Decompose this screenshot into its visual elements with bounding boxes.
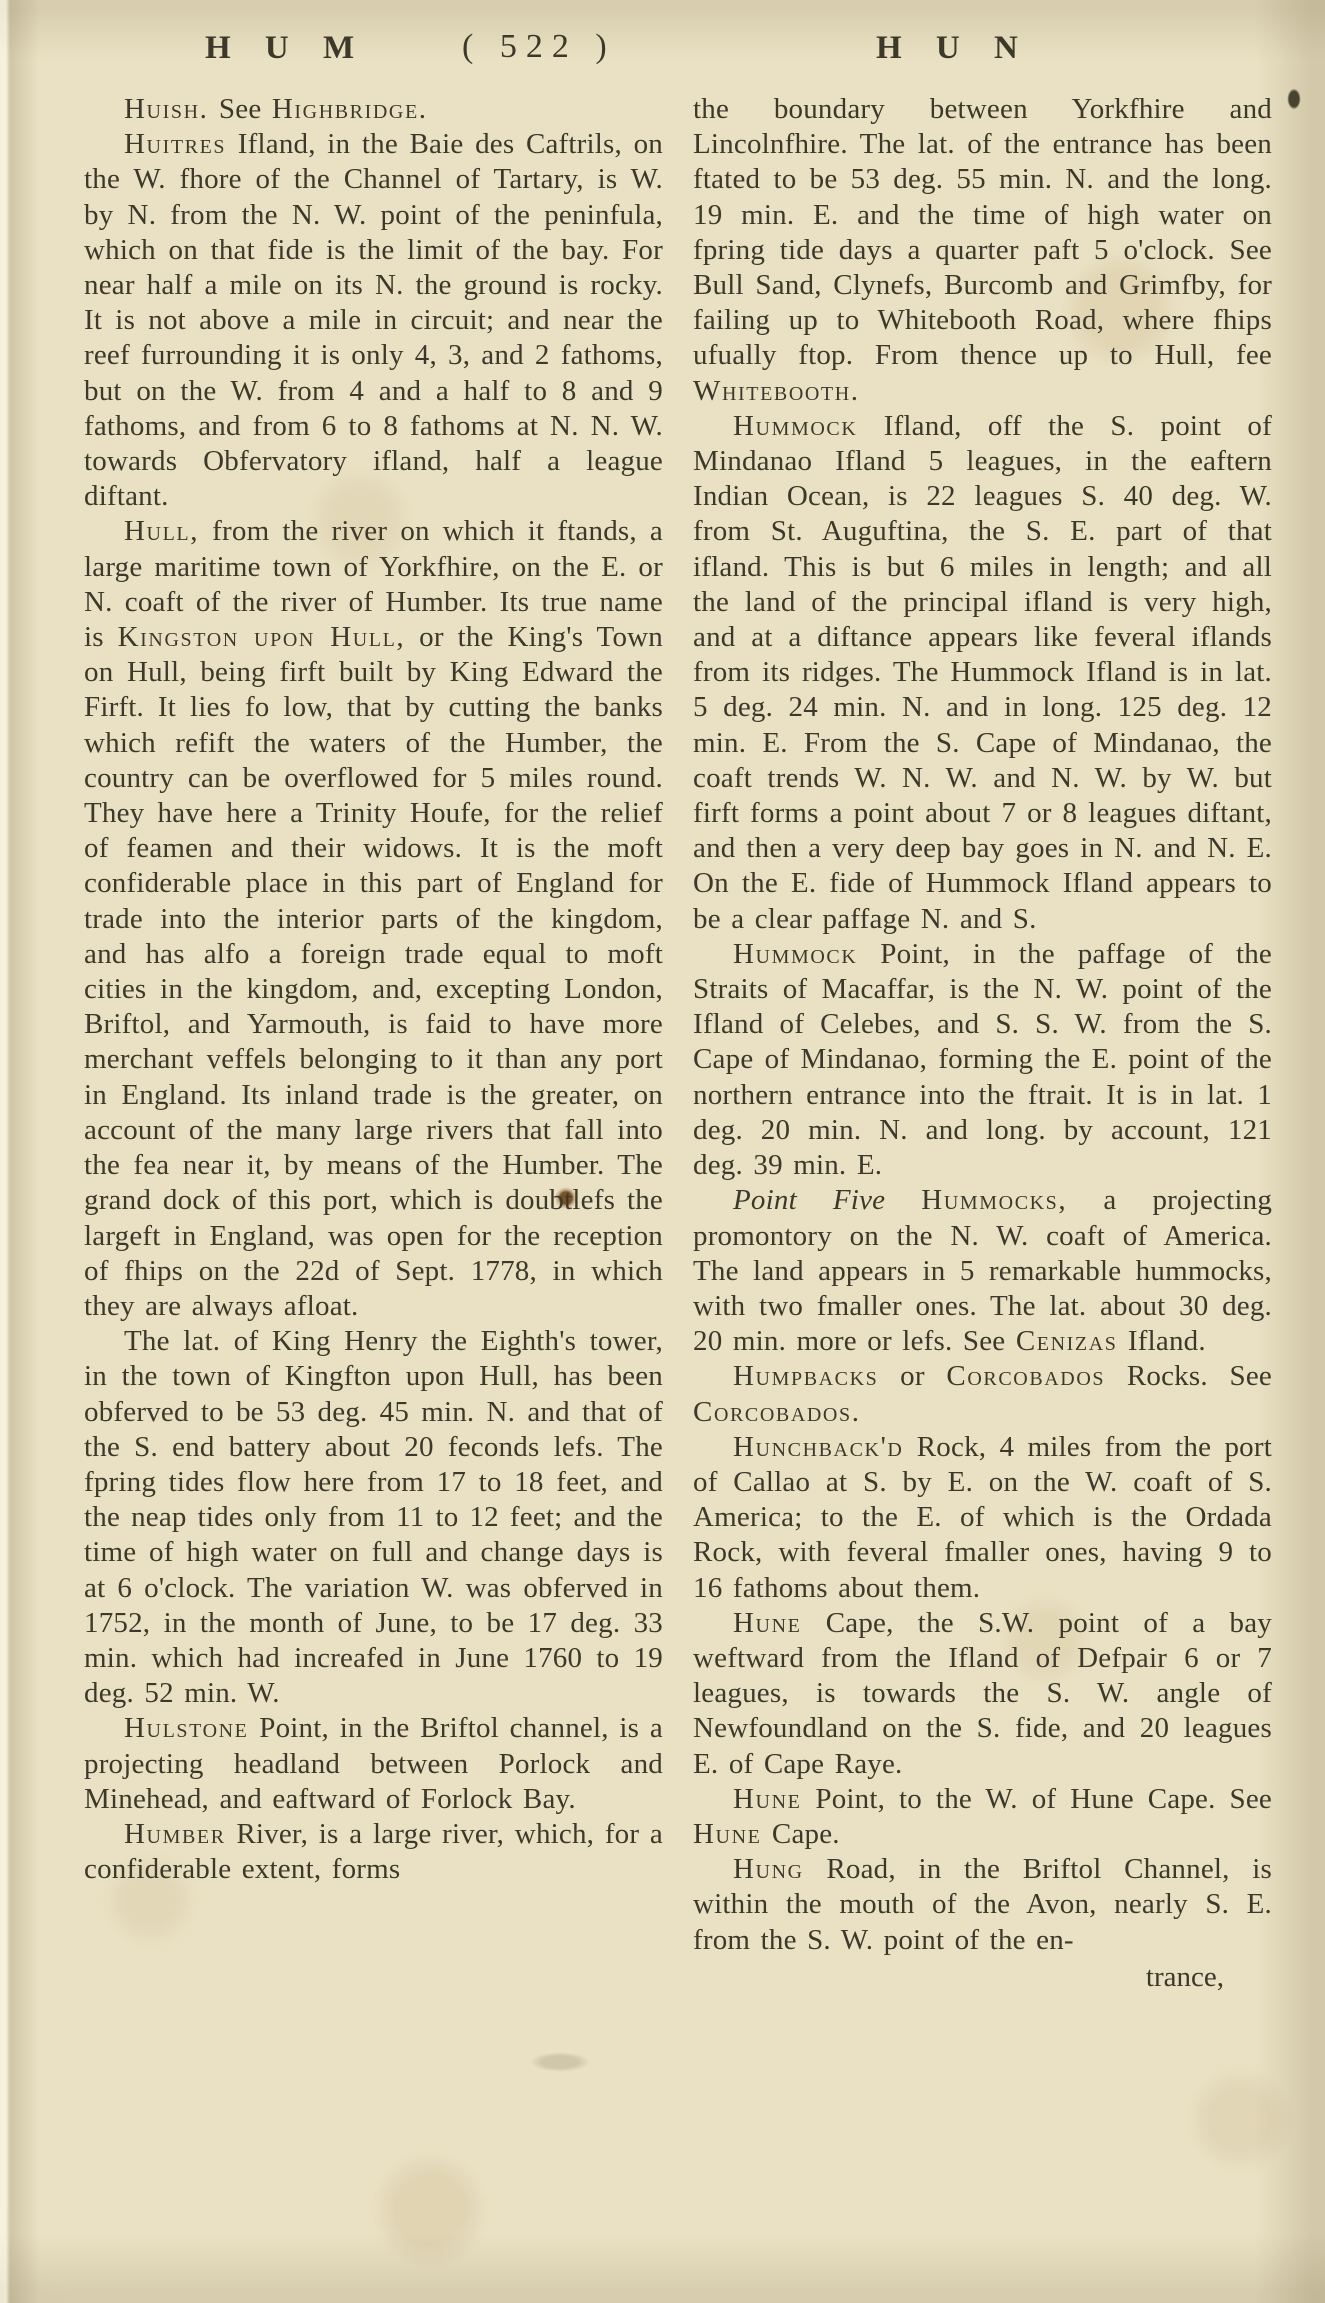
catchword: trance,	[1145, 1960, 1224, 1993]
entry-text: Rock, 4 miles from the port of Callao at S. by E. on the W. coaft of S. America; to the E. of which is the Ordada Rock, with feveral fmaller ones, having 9 to 16 fathoms about them.	[693, 1430, 1272, 1604]
entry-paragraph	[693, 1430, 1272, 1606]
entry-text: Ifland, in the Baie des Caftrils, on the W. fhore of the Channel of Tartary, is W. by N. from the N. W. point of the peninfula, which on that fide is the limit of the bay. For near half a mile on its N. the ground is rocky. It is not above a mile in circuit; and near the reef furrounding it is only 4, 3, and 2 fathoms, but on the W. from 4 and a half to 8 and 9 fathoms, and from 6 to 8 fathoms at N. N. W. towards Obfervatory ifland, half a league diftant.	[84, 128, 663, 513]
entry-text: or	[878, 1360, 947, 1393]
headword-smallcaps: Hune	[733, 1782, 802, 1815]
entry-text: Point, to the W. of Hune Cape. See	[801, 1782, 1272, 1815]
headword-smallcaps: Hung	[733, 1853, 804, 1886]
entry-paragraph	[84, 1817, 663, 1887]
running-title-left: H U M	[205, 30, 368, 66]
entry-text: Ifland.	[1117, 1325, 1206, 1358]
headword-smallcaps: Highbridge.	[271, 93, 428, 125]
headword-smallcaps: Hummock	[733, 937, 858, 970]
entry-paragraph	[84, 1711, 663, 1817]
entry-paragraph	[84, 92, 663, 127]
entry-paragraph	[84, 514, 663, 1324]
headword-smallcaps: Humber	[124, 1817, 226, 1850]
entry-text: Rocks. See	[1105, 1360, 1272, 1393]
entry-text: Cape.	[761, 1817, 840, 1850]
entry-text	[885, 1184, 921, 1216]
entry-paragraph	[84, 1324, 663, 1711]
entry-text: from the river on which it ftands, a large maritime town of Yorkfhire, on the E. or N. coaft of the river of Humber. Its true name is	[84, 515, 663, 654]
entry-paragraph	[693, 1606, 1272, 1782]
entry-paragraph	[693, 1852, 1272, 1958]
headword-smallcaps: Humpbacks	[733, 1360, 879, 1393]
headword-smallcaps: Hune	[733, 1606, 802, 1639]
headword-smallcaps: Cenizas	[1015, 1325, 1118, 1358]
left-column	[84, 92, 663, 1995]
headword-smallcaps: Corcobados	[946, 1360, 1106, 1393]
entry-paragraph	[693, 937, 1272, 1183]
running-title-right: H U N	[876, 30, 1031, 66]
entry-paragraph	[693, 1183, 1272, 1359]
entry-paragraph	[84, 127, 663, 514]
headword-smallcaps: Kingston upon Hull,	[117, 621, 406, 654]
entry-text: Point, in the Briftol channel, is a projecting headland between Porlock and Minehead, and eaftward of Forlock Bay.	[84, 1712, 663, 1815]
entry-text: or the King's Town on Hull, being firft built by King Edward the Firft. It lies fo low, that by cutting the banks which refift the waters of the Humber, the country can be overflowed for 5 miles round. They have here a Trinity Houfe, for the relief of feamen and their widows. It is the moft confiderable place in this part of England for trade into the interior parts of the kingdom, and has alfo a foreign trade equal to moft cities in the kingdom, and, excepting London, Briftol, and Yarmouth, is faid to have more merchant veffels belonging to it than any port in England. Its inland trade is the greater, on account of the many large rivers that fall into the fea near it, by means of the Humber. The grand dock of this port, which is doubtlefs the largeft in England, was open for the reception of fhips on the 22d of Sept. 1778, in which they are always afloat.	[84, 621, 663, 1322]
entry-paragraph	[693, 1782, 1272, 1852]
entry-text: Ifland, off the S. point of Mindanao Ifland 5 leagues, in the eaftern Indian Ocean, is 22 leagues S. 40 deg. W. from St. Auguftina, the S. E. part of that ifland. This is but 6 miles in length; and all the land of the principal ifland is very high, and at a diftance appears like feveral iflands from its ridges. The Hummock Ifland is in lat. 5 deg. 24 min. N. and in long. 125 deg. 12 min. E. From the S. Cape of Mindanao, the coaft trends W. N. W. and N. W. by W. but firft forms a point about 7 or 8 leagues diftant, and then a very deep bay goes in N. and N. E. On the E. fide of Hummock Ifland appears to be a clear paffage N. and S.	[693, 409, 1272, 935]
entry-text: a projecting promontory on the N. W. coaft of America. The land appears in 5 remarkable hummocks, with two fmaller ones. The lat. about 30 deg. 20 min. more or lefs. See	[693, 1184, 1273, 1358]
headword-smallcaps: Hunchback'd	[733, 1430, 904, 1463]
headword-smallcaps: Corcobados.	[693, 1395, 861, 1428]
entry-text: See	[208, 93, 272, 125]
page-header	[0, 30, 1325, 76]
entry-text: Road, in the Briftol Channel, is within the mouth of the Avon, nearly S. E. from the S. W. point of the en-	[693, 1853, 1272, 1956]
entry-paragraph	[693, 1359, 1272, 1429]
entry-text: River, is a large river, which, for a confiderable extent, forms	[84, 1817, 663, 1886]
right-column	[693, 92, 1272, 1995]
entry-paragraph	[693, 92, 1272, 409]
entry-text: the boundary between Yorkfhire and Lincolnfhire. The lat. of the entrance has been ftated to be 53 deg. 55 min. N. and the long. 19 min. E. and the time of high water on fpring tide days a quarter paft 5 o'clock. See Bull Sand, Clynefs, Burcomb and Grimfby, for failing up to Whitebooth Road, where fhips ufually ftop. From thence up to Hull, fee	[693, 93, 1272, 372]
entry-text: The lat. of King Henry the Eighth's tower, in the town of Kingfton upon Hull, has been obferved to be 53 deg. 45 min. N. and that of the S. end battery about 20 feconds lefs. The fpring tides flow here from 17 to 18 feet, and the neap tides only from 11 to 12 feet; and the time of high water on full and change days is at 6 o'clock. The variation W. was obferved in 1752, in the month of June, to be 17 deg. 33 min. which had increafed in June 1760 to 19 deg. 52 min. W.	[84, 1325, 663, 1710]
page-number: ( 522 )	[462, 28, 616, 65]
headword-smallcaps: Hune	[693, 1817, 762, 1850]
headword-smallcaps: Whitebooth.	[693, 374, 860, 407]
headword-smallcaps: Huish.	[124, 93, 209, 125]
headword-smallcaps: Hummock	[733, 409, 858, 442]
headword-smallcaps: Hull,	[124, 515, 200, 548]
entry-text: Cape, the S.W. point of a bay weftward from the Ifland of Defpair 6 or 7 leagues, is towards the S. W. angle of Newfoundland on the S. fide, and 20 leagues E. of Cape Raye.	[693, 1606, 1272, 1780]
headword-smallcaps: Hulstone	[124, 1712, 249, 1745]
entry-paragraph	[693, 409, 1272, 937]
headword-smallcaps: Huitres	[124, 128, 227, 161]
headword-smallcaps: Hummocks,	[921, 1184, 1068, 1217]
entry-text: Point, in the paffage of the Straits of Macaffar, is the N. W. point of the Ifland of Celebes, and S. S. W. from the S. Cape of Mindanao, forming the E. point of the northern entrance into the ftrait. It is in lat. 1 deg. 20 min. N. and long. by account, 121 deg. 39 min. E.	[693, 937, 1272, 1182]
italic-text: Point Five	[733, 1184, 886, 1217]
text-columns	[84, 92, 1272, 1995]
